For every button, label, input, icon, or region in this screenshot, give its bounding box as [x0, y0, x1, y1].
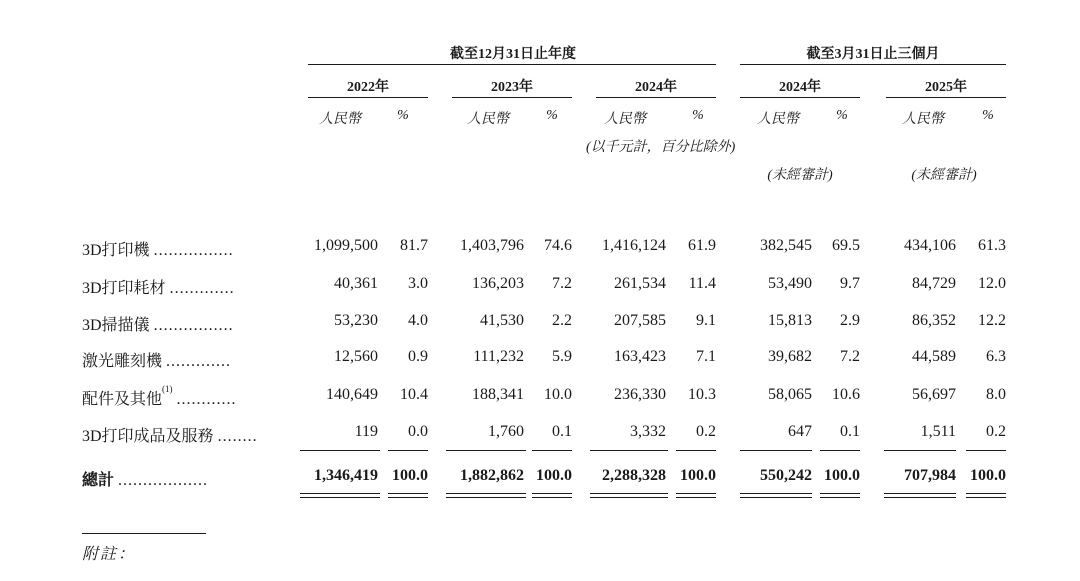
cell-2025q-pct: 12.0 [978, 275, 1006, 292]
subtotal-rule [966, 450, 1006, 451]
group-header-quarter: 截至3月31日止三個月 [806, 47, 940, 62]
cell-2024-amount: 261,534 [614, 275, 666, 292]
cell-2024-amount: 207,585 [614, 312, 666, 329]
cell-2024q-pct: 9.7 [840, 275, 860, 292]
total-2024q-amount: 550,242 [760, 467, 812, 484]
subtotal-rule [532, 450, 572, 451]
cell-2024q-amount: 58,065 [768, 386, 812, 403]
cell-2024-amount: 236,330 [614, 386, 666, 403]
unaudited-note-2025: (未經審計) [911, 168, 977, 183]
row-label: 3D打印耗材 ............. [82, 280, 235, 297]
cell-2025q-amount: 44,589 [912, 348, 956, 365]
percent-header: % [836, 108, 848, 123]
currency-header: 人民幣 [757, 112, 799, 127]
cell-2022-amount: 1,099,500 [314, 237, 378, 254]
total-double-rule [676, 493, 716, 494]
cell-2024-amount: 3,332 [630, 423, 666, 440]
cell-2025q-pct: 0.2 [986, 423, 1006, 440]
group-rule-quarter [740, 64, 1006, 65]
footnote-label: 附註： [82, 546, 137, 563]
cell-2023-pct: 0.1 [552, 423, 572, 440]
cell-2023-amount: 136,203 [472, 275, 524, 292]
group-header-fiscal-year: 截至12月31日止年度 [450, 47, 576, 62]
year-rule-2024 [596, 97, 716, 98]
year-header-2024: 2024年 [635, 80, 677, 95]
total-double-rule [300, 493, 380, 494]
cell-2024q-amount: 647 [788, 423, 812, 440]
percent-header: % [397, 108, 409, 123]
year-header-2023: 2023年 [491, 80, 533, 95]
total-double-rule [590, 497, 668, 498]
percent-header: % [546, 108, 558, 123]
cell-2025q-amount: 434,106 [904, 237, 956, 254]
year-header-2022: 2022年 [347, 80, 389, 95]
cell-2022-pct: 81.7 [400, 237, 428, 254]
total-double-rule [532, 493, 572, 494]
cell-2024-pct: 10.3 [688, 386, 716, 403]
cell-2024-pct: 0.2 [696, 423, 716, 440]
year-header-2024-q1: 2024年 [779, 80, 821, 95]
total-double-rule [884, 493, 956, 494]
total-double-rule [740, 497, 812, 498]
cell-2022-amount: 40,361 [334, 275, 378, 292]
total-label: 總計 .................. [82, 472, 209, 489]
subtotal-rule [820, 450, 860, 451]
total-2025q-pct: 100.0 [970, 467, 1006, 484]
cell-2022-pct: 0.9 [408, 348, 428, 365]
cell-2023-amount: 1,403,796 [460, 237, 524, 254]
cell-2022-amount: 140,649 [326, 386, 378, 403]
year-rule-2022 [308, 97, 428, 98]
total-double-rule [300, 497, 380, 498]
year-rule-2023 [452, 97, 572, 98]
total-2025q-amount: 707,984 [904, 467, 956, 484]
subtotal-rule [884, 450, 956, 451]
row-label: 激光雕刻機 ............. [82, 353, 232, 370]
cell-2025q-amount: 1,511 [920, 423, 956, 440]
cell-2023-amount: 1,760 [488, 423, 524, 440]
cell-2023-pct: 2.2 [552, 312, 572, 329]
total-double-rule [820, 497, 860, 498]
total-double-rule [740, 493, 812, 494]
subtotal-rule [446, 450, 526, 451]
cell-2024-amount: 1,416,124 [602, 237, 666, 254]
currency-header: 人民幣 [902, 112, 944, 127]
year-header-2025-q1: 2025年 [925, 80, 967, 95]
total-double-rule [446, 493, 526, 494]
row-label: 3D掃描儀 ................ [82, 317, 234, 334]
total-double-rule [884, 497, 956, 498]
row-label: 3D打印成品及服務 ........ [82, 428, 258, 445]
total-double-rule [966, 493, 1006, 494]
cell-2023-amount: 188,341 [472, 386, 524, 403]
unit-note: (以千元計，百分比除外) [586, 140, 736, 155]
cell-2024-pct: 9.1 [696, 312, 716, 329]
subtotal-rule [300, 450, 380, 451]
cell-2022-amount: 53,230 [334, 312, 378, 329]
total-double-rule [532, 497, 572, 498]
subtotal-rule [740, 450, 812, 451]
percent-header: % [692, 108, 704, 123]
year-rule-2025-q1 [886, 97, 1006, 98]
cell-2022-pct: 0.0 [408, 423, 428, 440]
cell-2024q-amount: 39,682 [768, 348, 812, 365]
cell-2025q-pct: 8.0 [986, 386, 1006, 403]
cell-2022-pct: 3.0 [408, 275, 428, 292]
cell-2024-pct: 11.4 [688, 275, 716, 292]
total-double-rule [676, 497, 716, 498]
cell-2025q-pct: 61.3 [978, 237, 1006, 254]
total-double-rule [590, 493, 668, 494]
row-label: 配件及其他$^{(1)}$ ............ [82, 384, 237, 408]
cell-2023-pct: 5.9 [552, 348, 572, 365]
cell-2024-pct: 61.9 [688, 237, 716, 254]
total-double-rule [388, 497, 428, 498]
cell-2024-amount: 163,423 [614, 348, 666, 365]
cell-2024q-pct: 2.9 [840, 312, 860, 329]
cell-2025q-amount: 56,697 [912, 386, 956, 403]
total-double-rule [388, 493, 428, 494]
total-double-rule [966, 497, 1006, 498]
cell-2022-pct: 4.0 [408, 312, 428, 329]
cell-2025q-pct: 12.2 [978, 312, 1006, 329]
cell-2022-pct: 10.4 [400, 386, 428, 403]
footnote-marker: (1) [162, 384, 173, 394]
total-2024-pct: 100.0 [680, 467, 716, 484]
cell-2023-pct: 7.2 [552, 275, 572, 292]
cell-2023-pct: 10.0 [544, 386, 572, 403]
total-2023-pct: 100.0 [536, 467, 572, 484]
total-2024q-pct: 100.0 [824, 467, 860, 484]
unaudited-note-2024: (未經審計) [767, 168, 833, 183]
total-2024-amount: 2,288,328 [602, 467, 666, 484]
total-2022-pct: 100.0 [392, 467, 428, 484]
currency-header: 人民幣 [467, 112, 509, 127]
total-2023-amount: 1,882,862 [460, 467, 524, 484]
cell-2024q-amount: 53,490 [768, 275, 812, 292]
cell-2022-amount: 119 [354, 423, 378, 440]
cell-2024q-amount: 382,545 [760, 237, 812, 254]
cell-2024q-pct: 7.2 [840, 348, 860, 365]
subtotal-rule [388, 450, 428, 451]
percent-header: % [982, 108, 994, 123]
cell-2022-amount: 12,560 [334, 348, 378, 365]
currency-header: 人民幣 [604, 112, 646, 127]
year-rule-2024-q1 [740, 97, 860, 98]
cell-2025q-amount: 86,352 [912, 312, 956, 329]
total-double-rule [446, 497, 526, 498]
total-2022-amount: 1,346,419 [314, 467, 378, 484]
group-rule-fiscal-year [308, 64, 716, 65]
footnote-separator [82, 533, 206, 534]
cell-2025q-pct: 6.3 [986, 348, 1006, 365]
cell-2024-pct: 7.1 [696, 348, 716, 365]
cell-2024q-pct: 0.1 [840, 423, 860, 440]
total-double-rule [820, 493, 860, 494]
cell-2023-amount: 41,530 [480, 312, 524, 329]
cell-2024q-amount: 15,813 [768, 312, 812, 329]
cell-2025q-amount: 84,729 [912, 275, 956, 292]
cell-2024q-pct: 69.5 [832, 237, 860, 254]
subtotal-rule [590, 450, 668, 451]
currency-header: 人民幣 [319, 112, 361, 127]
subtotal-rule [676, 450, 716, 451]
cell-2024q-pct: 10.6 [832, 386, 860, 403]
cell-2023-pct: 74.6 [544, 237, 572, 254]
cell-2023-amount: 111,232 [473, 348, 524, 365]
row-label: 3D打印機 ................ [82, 242, 234, 259]
